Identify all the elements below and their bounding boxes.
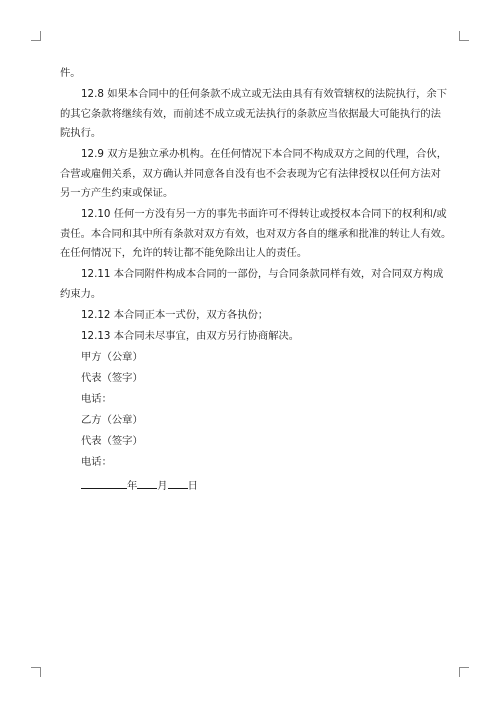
party-a-phone: 电话： [81,392,112,405]
month-blank [137,477,157,489]
crop-mark-top-right [459,31,469,41]
clause-12-8-line-1: 12.8 如果本合同中的任何条款不成立或无法由具有有效管辖权的法院执行，余下 [81,88,447,100]
clause-12-9-line-2: 合营或雇佣关系，双方确认并同意各自没有也不会表现为它有法律授权以任何方法对 [60,167,441,180]
clause-12-9-line-3: 另一方产生约束或保证。 [60,187,174,199]
party-b-representative: 代表（签字） [81,434,143,447]
clause-12-11-line-2: 约束力。 [60,287,102,300]
clause-12-13: 12.13 本合同未尽事宜，由双方另行协商解决。 [81,329,300,342]
clause-12-8-line-3: 院执行。 [60,127,102,139]
clause-12-9-line-1: 12.9 双方是独立承办机构。在任何情况下本合同不构成双方之间的代理，合伙， [81,148,447,160]
clause-12-10-line-3: 在任何情况下，允许的转让都不能免除出让人的责任。 [60,247,308,259]
clause-12-12: 12.12 本合同正本一式份，双方各执份； [81,308,269,321]
year-blank [81,477,127,489]
party-b-seal: 乙方（公章） [81,413,143,426]
party-a-seal: 甲方（公章） [81,350,143,363]
document-body [60,67,452,493]
clause-12-10-line-2: 责任。本合同和其中所有条款对双方有效，也对双方各自的继承和批准的转让人有效。 [60,227,452,240]
year-label: 年 [127,479,138,492]
crop-mark-top-left [31,31,41,41]
clause-12-11-line-1: 12.11 本合同附件构成本合同的一部份，与合同条款同样有效，对合同双方构成 [81,268,444,280]
signing-date [60,477,440,493]
crop-mark-bottom-right [459,667,469,677]
paragraph-continuation: 件。 [60,67,81,79]
party-b-phone: 电话： [81,455,112,468]
clause-12-8-line-2: 的其它条款将继续有效，而前述不成立或无法执行的条款应当依据最大可能执行的法 [60,107,441,120]
party-a-representative: 代表（签字） [81,371,143,384]
month-label: 月 [157,479,168,492]
day-blank [168,477,188,489]
clause-12-10-line-1: 12.10 任何一方没有另一方的事先书面许可不得转让或授权本合同下的权利和/或 [81,208,447,220]
day-label: 日 [187,479,198,492]
crop-mark-bottom-left [31,667,41,677]
